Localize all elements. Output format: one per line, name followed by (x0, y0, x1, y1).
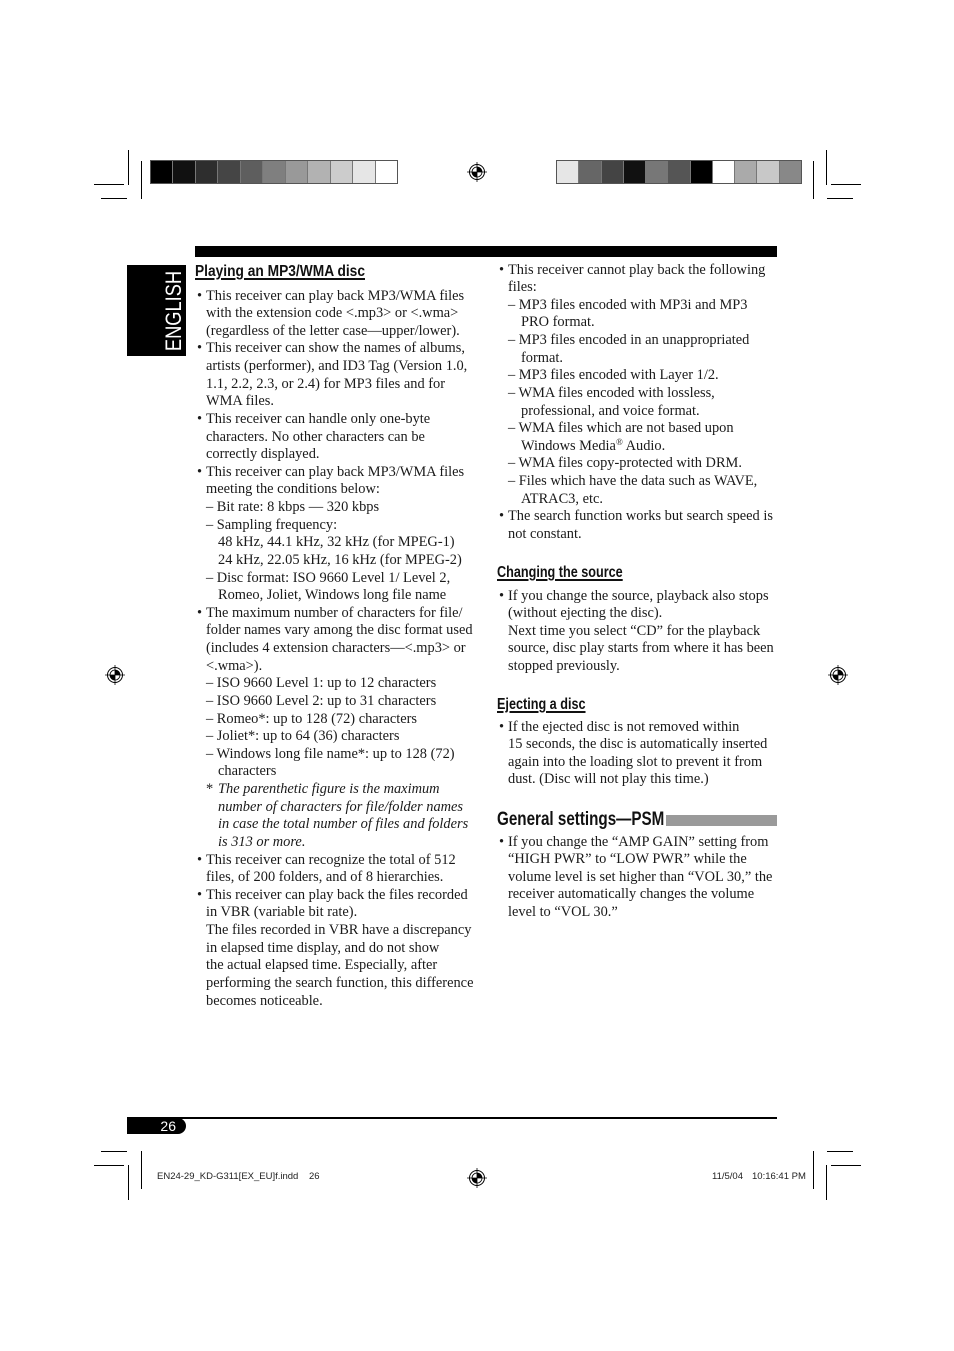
bullet-item (497, 834, 772, 922)
crop-mark (128, 1165, 129, 1200)
heading-ejecting-disc: Ejecting a disc (497, 696, 586, 713)
sub-item-line: – Bit rate: 8 kbps — 320 kbps (206, 499, 380, 516)
crop-mark (128, 150, 129, 185)
crop-mark (94, 184, 124, 185)
text-line: level to “VOL 30.” (508, 904, 618, 921)
bullet-marker: • (197, 287, 203, 304)
crop-mark (831, 1165, 861, 1166)
sub-item-line: format. (521, 349, 563, 366)
bullet-marker: • (499, 261, 505, 278)
language-tab-label: ENGLISH (161, 270, 186, 352)
section-heading (497, 695, 609, 715)
section-heading (195, 262, 393, 282)
text-line: This receiver can play back the files recorded (206, 886, 468, 903)
bullet-item (497, 719, 767, 790)
color-swatch (173, 161, 195, 183)
crop-mark (813, 1151, 814, 1189)
footnote-line: number of characters for file/folder names (218, 798, 464, 815)
footnote-mark: * (206, 781, 214, 798)
sub-item-line: – Files which have the data such as WAVE, (508, 473, 758, 490)
registration-mark-icon (466, 161, 488, 183)
color-swatch (331, 161, 353, 183)
text-line: This receiver can recognize the total of 512 (206, 851, 456, 868)
crop-mark (831, 184, 861, 185)
sub-item-line: – MP3 files encoded with Layer 1/2. (508, 367, 719, 384)
footnote-line: in case the total number of files and folders (218, 816, 469, 833)
crop-mark (827, 1151, 853, 1152)
bullet-marker: • (197, 604, 203, 621)
section-heading (497, 563, 656, 583)
text-fragment: Audio. (622, 437, 666, 454)
color-swatch (646, 161, 668, 183)
text-line: “HIGH PWR” to “LOW PWR” while the (508, 851, 747, 868)
sub-item-line: 24 kHz, 22.05 kHz, 16 kHz (for MPEG-2) (218, 551, 462, 568)
text-line: characters. No other characters can be (206, 428, 425, 445)
sub-item-line: – Windows long file name*: up to 128 (72) (206, 745, 455, 762)
sub-item-line: characters (218, 763, 277, 780)
color-swatch (691, 161, 713, 183)
bullet-marker: • (499, 833, 505, 850)
sub-item-line: professional, and voice format. (521, 402, 700, 419)
text-line: This receiver can handle only one-byte (206, 410, 431, 427)
header-rule (195, 246, 777, 257)
sub-item-line: – WMA files encoded with lossless, (508, 384, 715, 401)
bullet-item (195, 852, 473, 887)
bullet-item (195, 340, 473, 411)
text-line: 1.1, 2.2, 2.3, or 2.4) for MP3 files and for (206, 375, 446, 392)
text-line: again into the loading slot to prevent it from (508, 753, 763, 770)
bullet-marker: • (197, 340, 203, 357)
slug-date: 11/5/04 (712, 1171, 743, 1182)
sub-item-line: ATRAC3, etc. (521, 490, 603, 507)
bullet-marker: • (197, 851, 203, 868)
color-swatch (353, 161, 375, 183)
slug-file-page: 26 (309, 1171, 320, 1182)
text-line: in VBR (variable bit rate). (206, 904, 358, 921)
text-line: files: (508, 279, 537, 296)
sub-item-line: – Sampling frequency: (206, 516, 338, 533)
heading-general-settings-psm: General settings—PSM (497, 808, 665, 830)
footer-rule (127, 1117, 777, 1119)
color-swatch (668, 161, 690, 183)
right-column-list (497, 262, 773, 544)
text-line: The files recorded in VBR have a discrepancy (206, 922, 472, 939)
sub-item-line: – WMA files copy-protected with DRM. (508, 455, 742, 472)
text-line: becomes noticeable. (206, 992, 323, 1009)
sub-item-line: – ISO 9660 Level 1: up to 12 characters (206, 675, 437, 692)
color-swatch (602, 161, 624, 183)
changing-source-list (497, 588, 774, 676)
heading-accent-bar (666, 815, 777, 826)
text-line: meeting the conditions below: (206, 481, 380, 498)
text-line: If the ejected disc is not removed within (508, 718, 740, 735)
text-line: artists (performer), and ID3 Tag (Version 1.0, (206, 358, 468, 375)
bullet-marker: • (197, 886, 203, 903)
text-fragment: Windows Media (521, 437, 616, 454)
heading-playing-mp3-wma: Playing an MP3/WMA disc (195, 263, 365, 280)
ejecting-disc-list (497, 719, 767, 790)
text-line: receiver automatically changes the volume (508, 886, 755, 903)
general-settings-list (497, 834, 772, 922)
text-line: This receiver cannot play back the following (508, 261, 766, 278)
text-line: 15 seconds, the disc is automatically inserted (508, 736, 768, 753)
bullet-marker: • (499, 587, 505, 604)
color-swatch (241, 161, 263, 183)
color-bar-right (556, 160, 802, 184)
text-line: Next time you select “CD” for the playback (508, 622, 761, 639)
left-column-list (195, 288, 473, 1011)
crop-mark (141, 1151, 142, 1189)
bullet-item (195, 605, 473, 852)
registration-mark-icon (827, 664, 849, 686)
text-line: <.wma>). (206, 657, 263, 674)
registered-mark: ® (615, 436, 623, 447)
color-bar-left (150, 160, 398, 184)
crop-mark (826, 1165, 827, 1200)
color-swatch (376, 161, 397, 183)
text-line: source, disc play starts from where it has been (508, 640, 774, 657)
color-swatch (151, 161, 173, 183)
sub-item-line: – Romeo*: up to 128 (72) characters (206, 710, 418, 727)
color-swatch (624, 161, 646, 183)
color-swatch (196, 161, 218, 183)
text-line: with the extension code <.mp3> or <.wma> (206, 305, 459, 322)
sub-item-line: – Disc format: ISO 9660 Level 1/ Level 2, (206, 569, 451, 586)
bullet-item (497, 588, 774, 676)
sub-item-line: – MP3 files encoded in an unappropriated (508, 332, 750, 349)
text-line: dust. (Disc will not play this time.) (508, 771, 709, 788)
language-tab (127, 265, 186, 356)
sub-item-line: – WMA files which are not based upon (508, 420, 734, 437)
text-line: WMA files. (206, 393, 274, 410)
text-line: If you change the source, playback also stops (508, 587, 769, 604)
heading-changing-source: Changing the source (497, 564, 623, 581)
footnote-line: is 313 or more. (218, 833, 306, 850)
color-swatch (579, 161, 601, 183)
color-swatch (218, 161, 240, 183)
crop-mark (101, 1151, 127, 1152)
text-line: (includes 4 extension characters—<.mp3> or (206, 640, 466, 657)
text-line: the actual elapsed time. Especially, after (206, 957, 438, 974)
bullet-item (497, 262, 773, 509)
sub-item-line: Romeo, Joliet, Windows long file name (218, 587, 447, 604)
text-line: If you change the “AMP GAIN” setting from (508, 833, 769, 850)
text-line: (regardless of the letter case—upper/lower). (206, 322, 460, 339)
crop-mark (101, 198, 127, 199)
text-line: This receiver can play back MP3/WMA files (206, 463, 465, 480)
registration-mark-icon (466, 1167, 488, 1189)
footnote-text: The parenthetic figure is the maximum (218, 781, 440, 798)
footnote-line (195, 781, 473, 799)
color-swatch (286, 161, 308, 183)
color-swatch (308, 161, 330, 183)
slug-file-name: EN24-29_KD-G311[EX_EU]f.indd (157, 1171, 299, 1182)
bullet-item (195, 887, 473, 1010)
sub-item-line (497, 438, 773, 456)
color-swatch (713, 161, 735, 183)
color-swatch (263, 161, 285, 183)
text-line: This receiver can play back MP3/WMA files (206, 287, 465, 304)
slug-time: 10:16:41 PM (752, 1171, 806, 1182)
crop-mark (141, 161, 142, 199)
sub-item-line: – ISO 9660 Level 2: up to 31 characters (206, 692, 437, 709)
text-line: The maximum number of characters for file/ (206, 604, 463, 621)
bullet-item (195, 464, 473, 605)
color-swatch (735, 161, 757, 183)
color-swatch (780, 161, 801, 183)
text-line: folder names vary among the disc format used (206, 622, 473, 639)
bullet-marker: • (499, 508, 505, 525)
registration-mark-icon (104, 664, 126, 686)
text-line: (without ejecting the disc). (508, 605, 663, 622)
text-line: performing the search function, this difference (206, 974, 474, 991)
bullet-item (195, 288, 473, 341)
text-line: correctly displayed. (206, 446, 320, 463)
page-number: 26 (127, 1118, 186, 1134)
text-line: stopped previously. (508, 658, 620, 675)
bullet-item (497, 508, 773, 543)
text-line: This receiver can show the names of albums, (206, 340, 465, 357)
text-line: The search function works but search speed is (508, 508, 773, 525)
text-line: in elapsed time display, and do not show (206, 939, 440, 956)
bullet-marker: • (197, 463, 203, 480)
sub-item-line: PRO format. (521, 314, 595, 331)
text-line: not constant. (508, 525, 582, 542)
sub-item-line: 48 kHz, 44.1 kHz, 32 kHz (for MPEG-1) (218, 534, 455, 551)
sub-item-line: – MP3 files encoded with MP3i and MP3 (508, 296, 748, 313)
text-line: volume level is set higher than “VOL 30,” the (508, 868, 773, 885)
bullet-item (195, 411, 473, 464)
bullet-marker: • (499, 718, 505, 735)
sub-item-line: – Joliet*: up to 64 (36) characters (206, 728, 400, 745)
color-swatch (557, 161, 579, 183)
crop-mark (827, 198, 853, 199)
bullet-marker: • (197, 410, 203, 427)
color-swatch (757, 161, 779, 183)
crop-mark (826, 150, 827, 185)
crop-mark (813, 161, 814, 199)
text-line: files, of 200 folders, and of 8 hierarchies. (206, 869, 444, 886)
crop-mark (94, 1165, 124, 1166)
